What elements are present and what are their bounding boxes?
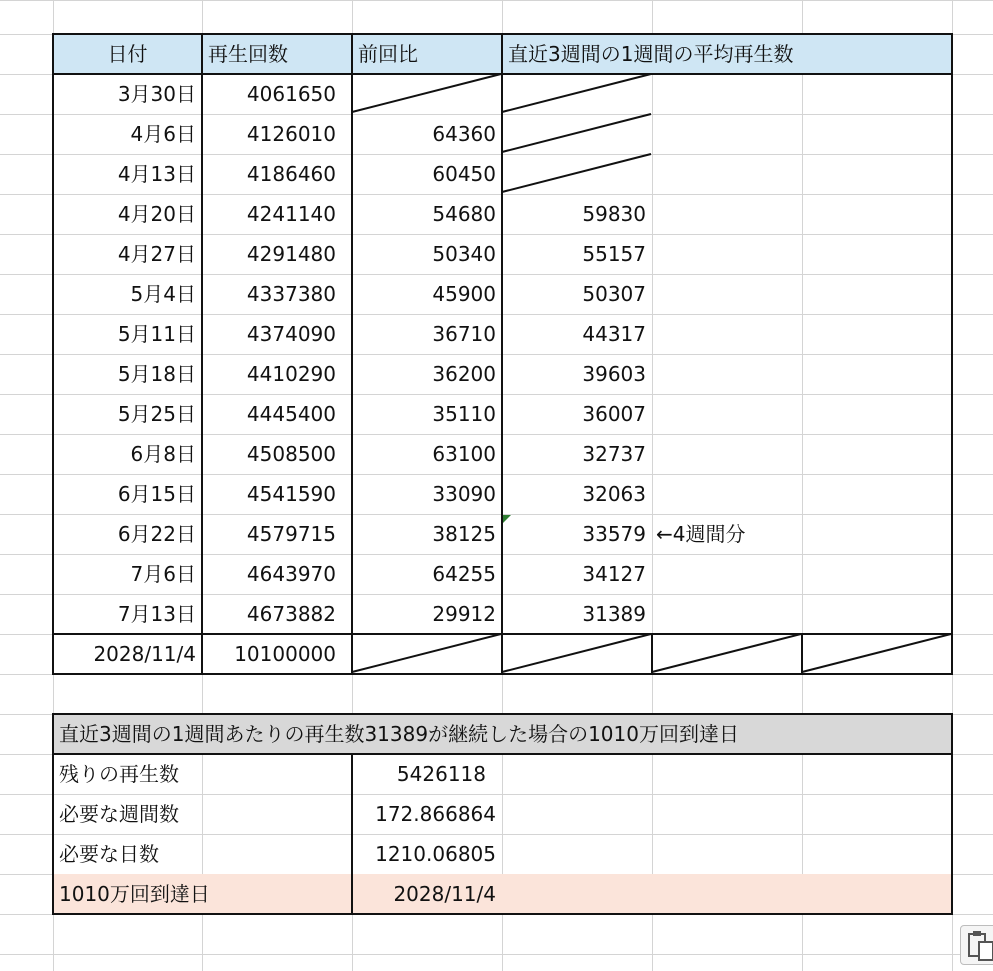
cell-avg[interactable]: 55157 <box>582 242 646 266</box>
cell-plays[interactable]: 4061650 <box>246 82 336 106</box>
cell-diff[interactable]: 64255 <box>432 562 496 586</box>
cell-diff[interactable]: 38125 <box>432 522 496 546</box>
cell-plays[interactable]: 4445400 <box>246 402 336 426</box>
empty-cell-slash <box>502 114 651 152</box>
clipboard-icon <box>961 926 993 964</box>
cell-error-indicator <box>503 515 511 523</box>
reach-date-label[interactable]: 1010万回到達日 <box>59 882 210 906</box>
gridline-row <box>0 0 993 1</box>
cell-diff[interactable]: 50340 <box>432 242 496 266</box>
cell-avg[interactable]: 50307 <box>582 282 646 306</box>
cell-date[interactable]: 4月27日 <box>117 242 196 266</box>
header-plays[interactable]: 再生回数 <box>202 34 352 74</box>
header-diff[interactable]: 前回比 <box>352 34 502 74</box>
empty-cell-slash <box>502 74 651 112</box>
cell-date[interactable]: 2028/11/4 <box>93 642 196 666</box>
remaining-plays-value[interactable]: 5426118 <box>396 762 486 786</box>
cell-avg[interactable]: 44317 <box>582 322 646 346</box>
cell-plays[interactable]: 4541590 <box>246 482 336 506</box>
cell-date[interactable]: 6月22日 <box>117 522 196 546</box>
empty-cell-slash <box>502 154 651 192</box>
border-line <box>951 33 953 675</box>
cell-plays[interactable]: 4374090 <box>246 322 336 346</box>
cell-date[interactable]: 5月11日 <box>117 322 196 346</box>
cell-date[interactable]: 5月18日 <box>117 362 196 386</box>
cell-plays[interactable]: 4186460 <box>246 162 336 186</box>
border-line <box>52 753 953 755</box>
cell-plays[interactable]: 4241140 <box>246 202 336 226</box>
summary-title[interactable]: 直近3週間の1週間あたりの再生数31389が継続した場合の1010万回到達日 <box>53 714 952 754</box>
cell-avg[interactable]: 33579 <box>582 522 646 546</box>
cell-plays[interactable]: 4643970 <box>246 562 336 586</box>
cell-date[interactable]: 5月25日 <box>117 402 196 426</box>
reach-date-value[interactable]: 2028/11/4 <box>393 882 496 906</box>
cell-plays[interactable]: 4126010 <box>246 122 336 146</box>
cell-avg[interactable]: 39603 <box>582 362 646 386</box>
cell-avg[interactable]: 31389 <box>582 602 646 626</box>
paste-options-icon[interactable] <box>960 925 993 965</box>
cell-diff[interactable]: 36710 <box>432 322 496 346</box>
cell-plays[interactable]: 4508500 <box>246 442 336 466</box>
cell-diff[interactable]: 33090 <box>432 482 496 506</box>
required-weeks-value[interactable]: 172.866864 <box>375 802 496 826</box>
cell-diff[interactable]: 36200 <box>432 362 496 386</box>
cell-avg[interactable]: 34127 <box>582 562 646 586</box>
cell-avg[interactable]: 32063 <box>582 482 646 506</box>
four-weeks-note[interactable]: ←4週間分 <box>656 522 746 546</box>
empty-cell-slash <box>652 634 801 672</box>
border-line <box>52 33 54 675</box>
cell-plays[interactable]: 4673882 <box>246 602 336 626</box>
cell-avg[interactable]: 36007 <box>582 402 646 426</box>
cell-plays[interactable]: 4579715 <box>246 522 336 546</box>
cell-avg[interactable]: 32737 <box>582 442 646 466</box>
cell-date[interactable]: 6月15日 <box>117 482 196 506</box>
border-line <box>52 913 953 915</box>
border-line <box>52 713 953 715</box>
required-days-value[interactable]: 1210.06805 <box>375 842 496 866</box>
cell-diff[interactable]: 60450 <box>432 162 496 186</box>
cell-diff[interactable]: 63100 <box>432 442 496 466</box>
cell-diff[interactable]: 29912 <box>432 602 496 626</box>
cell-plays[interactable]: 4410290 <box>246 362 336 386</box>
cell-date[interactable]: 4月13日 <box>117 162 196 186</box>
cell-date[interactable]: 4月6日 <box>130 122 196 146</box>
cell-date[interactable]: 6月8日 <box>130 442 196 466</box>
cell-plays[interactable]: 4291480 <box>246 242 336 266</box>
gridline-col <box>802 0 803 971</box>
cell-date[interactable]: 4月20日 <box>117 202 196 226</box>
gridline-row <box>0 954 993 955</box>
empty-cell-slash <box>802 634 951 672</box>
required-weeks-label[interactable]: 必要な週間数 <box>59 802 179 826</box>
cell-date[interactable]: 3月30日 <box>117 82 196 106</box>
border-line <box>351 753 353 915</box>
cell-plays[interactable]: 4337380 <box>246 282 336 306</box>
cell-diff[interactable]: 35110 <box>432 402 496 426</box>
empty-cell-slash <box>352 74 501 112</box>
cell-date[interactable]: 5月4日 <box>130 282 196 306</box>
empty-cell-slash <box>352 634 501 672</box>
empty-cell-slash <box>502 634 651 672</box>
border-line <box>52 713 54 915</box>
border-line <box>951 713 953 915</box>
cell-diff[interactable]: 45900 <box>432 282 496 306</box>
cell-date[interactable]: 7月6日 <box>130 562 196 586</box>
cell-diff[interactable]: 54680 <box>432 202 496 226</box>
header-date[interactable]: 日付 <box>53 34 202 74</box>
cell-date[interactable]: 7月13日 <box>117 602 196 626</box>
border-line <box>351 33 353 675</box>
header-avg[interactable]: 直近3週間の1週間の平均再生数 <box>502 34 952 74</box>
cell-diff[interactable]: 64360 <box>432 122 496 146</box>
remaining-plays-label[interactable]: 残りの再生数 <box>59 762 179 786</box>
required-days-label[interactable]: 必要な日数 <box>59 842 159 866</box>
cell-avg[interactable]: 59830 <box>582 202 646 226</box>
gridline-col <box>652 0 653 971</box>
cell-plays[interactable]: 10100000 <box>234 642 336 666</box>
border-line <box>201 33 203 675</box>
